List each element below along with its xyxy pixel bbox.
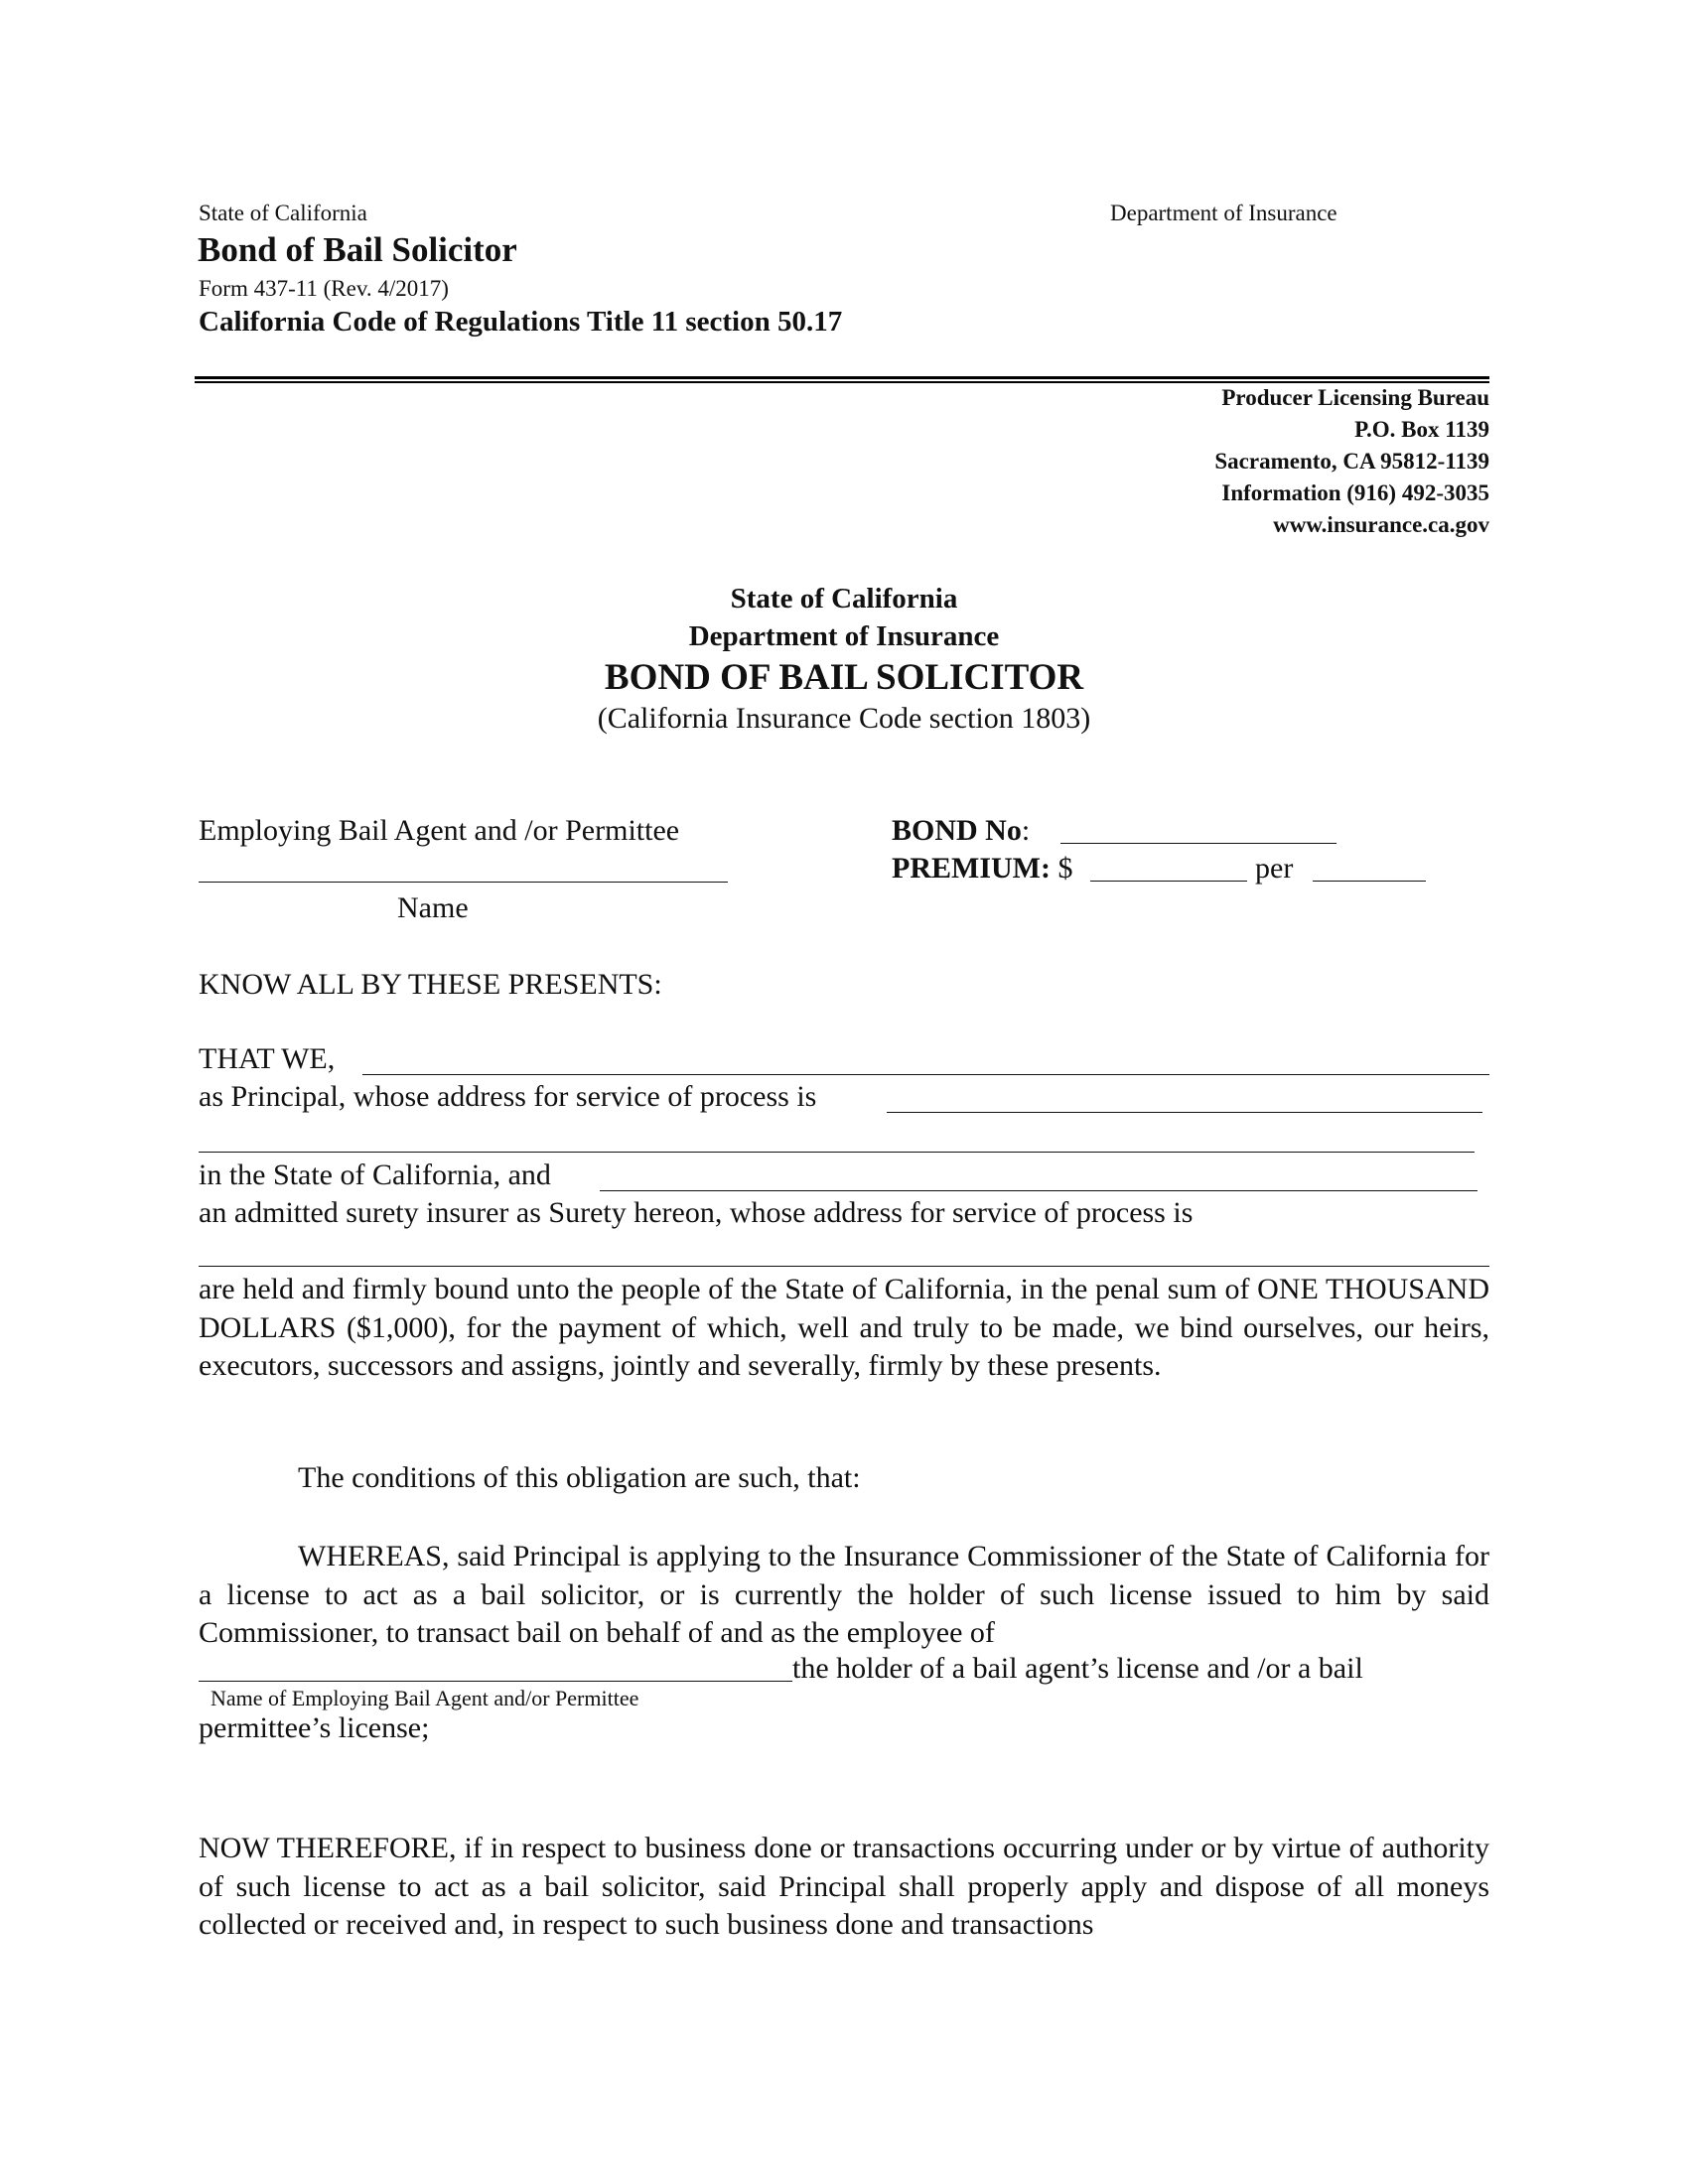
premium-per-label: per — [1255, 852, 1294, 885]
address-phone: Information (916) 492-3035 — [1221, 480, 1489, 505]
regulation-citation: California Code of Regulations Title 11 section 50.17 — [199, 306, 843, 338]
whereas-paragraph: WHEREAS, said Principal is applying to the Insurance Commissioner of the State of California for a license to act as a bail solicitor, or is currently the holder of such license issued to him by said Commissioner, to transact bail on behalf of and as the employee of — [199, 1540, 1489, 1649]
form-number: Form 437-11 (Rev. 4/2017) — [199, 276, 449, 301]
conditions-text: The conditions of this obligation are such, that: — [298, 1461, 861, 1494]
held-bound-paragraph: are held and firmly bound unto the people of the State of California, in the penal sum of ONE THOUSAND DOLLARS ($1,000), for the payment of which, well and truly to be made, we bind ourselves, our heirs, executors, successors and assigns, jointly and severally, firmly by these presents. — [199, 1273, 1489, 1382]
premium-label: PREMIUM: — [892, 852, 1051, 885]
surety-address-field[interactable] — [199, 1266, 1489, 1267]
principal-address-label: as Principal, whose address for service of process is — [199, 1080, 817, 1113]
principal-address-line2-field[interactable] — [199, 1152, 1475, 1153]
title-state: State of California — [730, 583, 958, 614]
now-therefore-paragraph: NOW THEREFORE, if in respect to business done or transactions occurring under or by virtue of authority of such license to act as a bail solicitor, said Principal shall properly apply and dispose of all moneys collected or received and, in respect to such business done and transactions — [199, 1832, 1489, 1941]
employer-label: Employing Bail Agent and /or Permittee — [199, 814, 680, 847]
know-all-heading: KNOW ALL BY THESE PRESENTS: — [199, 968, 662, 1001]
address-po-box: P.O. Box 1139 — [1354, 417, 1489, 442]
premium-amount-field[interactable] — [1090, 881, 1247, 882]
holder-text: the holder of a bail agent’s license and /or a bail — [792, 1652, 1363, 1685]
surety-name-field[interactable] — [600, 1190, 1477, 1191]
address-block — [1214, 382, 1489, 541]
address-city: Sacramento, CA 95812-1139 — [1214, 449, 1489, 474]
title-department: Department of Insurance — [688, 620, 1000, 652]
header-state: State of California — [199, 201, 367, 225]
address-website: www.insurance.ca.gov — [1273, 512, 1489, 537]
document-title: BOND OF BAIL SOLICITOR — [604, 657, 1084, 698]
employing-agent-caption: Name of Employing Bail Agent and/or Permittee — [211, 1686, 639, 1710]
principal-name-field[interactable] — [362, 1074, 1489, 1075]
principal-address-field[interactable] — [887, 1112, 1482, 1113]
premium-currency: $ — [1057, 852, 1073, 885]
header-department: Department of Insurance — [1110, 201, 1337, 225]
bond-no-label: BOND No — [892, 814, 1022, 847]
permittee-license-text: permittee’s license; — [199, 1711, 430, 1744]
premium-per-field[interactable] — [1313, 881, 1426, 882]
title-code: (California Insurance Code section 1803) — [597, 702, 1091, 735]
bond-no-colon: : — [1021, 814, 1031, 847]
form-title: Bond of Bail Solicitor — [198, 230, 517, 269]
surety-address-label: an admitted surety insurer as Surety hereon, whose address for service of process is — [199, 1196, 1194, 1229]
bond-no-field[interactable] — [1060, 843, 1336, 844]
that-we-label: THAT WE, — [199, 1042, 336, 1075]
in-state-label: in the State of California, and — [199, 1159, 551, 1191]
employer-name-field[interactable] — [199, 882, 728, 883]
title-block — [0, 580, 1688, 737]
address-bureau: Producer Licensing Bureau — [1221, 385, 1489, 410]
employing-agent-field[interactable] — [199, 1681, 792, 1682]
employer-name-caption: Name — [397, 891, 469, 924]
